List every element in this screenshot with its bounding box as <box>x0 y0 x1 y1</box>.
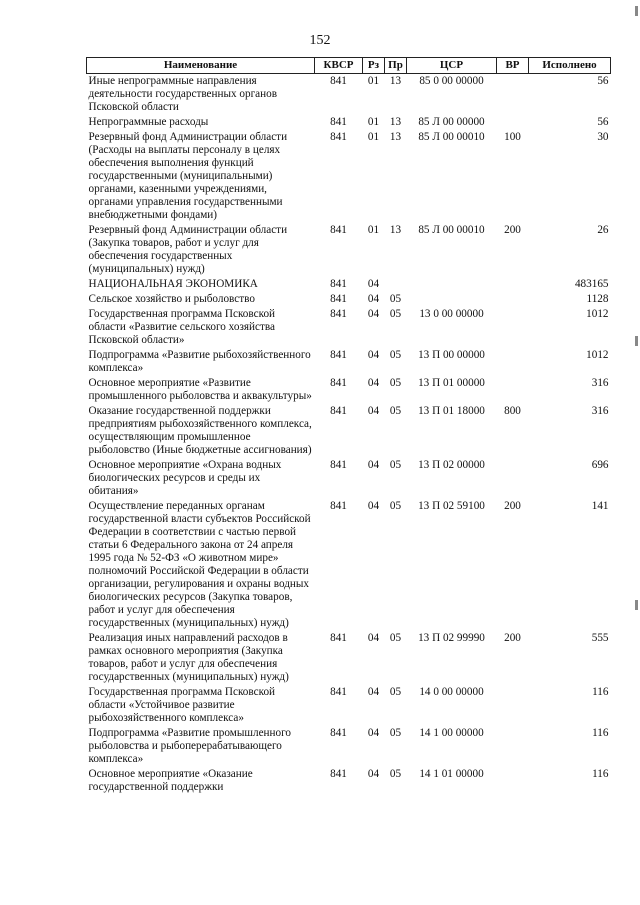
table-header-row <box>87 58 611 74</box>
cell-csr: 13 П 00 00000 <box>418 349 485 361</box>
cell-executed: 555 <box>591 632 609 644</box>
cell-kvsr: 841 <box>330 349 347 361</box>
cell-vr <box>497 726 529 767</box>
table-row <box>87 223 611 277</box>
cell-csr: 13 П 02 00000 <box>418 459 485 471</box>
cell-name: Сельское хозяйство и рыболовство <box>88 293 255 305</box>
cell-kvsr: 841 <box>330 224 347 236</box>
cell-vr <box>497 348 529 376</box>
cell-vr: 800 <box>504 405 521 417</box>
cell-rz: 04 <box>367 632 380 644</box>
cell-kvsr: 841 <box>330 768 347 780</box>
cell-vr <box>497 376 529 404</box>
scan-edge-mark <box>635 600 638 610</box>
cell-pr: 05 <box>389 308 402 320</box>
table-row <box>87 348 611 376</box>
cell-vr <box>497 292 529 307</box>
cell-pr: 05 <box>389 686 402 698</box>
cell-pr: 05 <box>389 377 402 389</box>
cell-executed: 316 <box>591 405 609 417</box>
cell-name: Реализация иных направлений расходов в рамках основного мероприятия (Закупка товаров, работ и услуг для обеспечения государственных (муниципальных) нужд) <box>88 632 289 683</box>
cell-csr: 13 0 00 00000 <box>419 308 484 320</box>
header-pr: Пр <box>385 58 407 74</box>
cell-name: НАЦИОНАЛЬНАЯ ЭКОНОМИКА <box>88 278 258 290</box>
cell-executed: 1012 <box>586 349 609 361</box>
cell-name: Резервный фонд Администрации области (Закупка товаров, работ и услуг для обеспечения государственных (муниципальных) нужд) <box>88 224 288 275</box>
cell-name: Государственная программа Псковской области «Развитие сельского хозяйства Псковской области» <box>88 308 276 346</box>
cell-csr: 13 П 01 00000 <box>418 377 485 389</box>
header-name: Наименование <box>87 58 315 74</box>
cell-kvsr: 841 <box>330 278 347 290</box>
cell-rz: 04 <box>367 308 380 320</box>
scan-edge-mark <box>635 6 638 16</box>
cell-rz: 04 <box>367 459 380 471</box>
cell-executed: 26 <box>597 224 609 236</box>
cell-pr <box>385 277 407 292</box>
cell-kvsr: 841 <box>330 131 347 143</box>
cell-executed: 141 <box>591 500 609 512</box>
table-row <box>87 130 611 223</box>
cell-kvsr: 841 <box>330 500 347 512</box>
cell-csr: 85 Л 00 00000 <box>418 116 485 128</box>
cell-csr: 14 0 00 00000 <box>419 686 484 698</box>
cell-vr: 100 <box>504 131 521 143</box>
header-csr: ЦСР <box>407 58 497 74</box>
table-row <box>87 767 611 795</box>
cell-csr: 14 1 01 00000 <box>419 768 484 780</box>
cell-rz: 04 <box>367 686 380 698</box>
cell-name: Иные непрограммные направления деятельности государственных органов Псковской области <box>88 75 278 113</box>
cell-vr <box>497 74 529 116</box>
cell-name: Резервный фонд Администрации области (Расходы на выплаты персоналу в целях обеспечения выполнения функций государственными (муниципальными) органами, казенными учреждениями, органами управления государственными внебюджетными фондами) <box>88 131 288 221</box>
cell-rz: 01 <box>367 116 380 128</box>
cell-kvsr: 841 <box>330 405 347 417</box>
table-row <box>87 458 611 499</box>
cell-rz: 04 <box>367 405 380 417</box>
cell-rz: 04 <box>367 500 380 512</box>
page-number: 152 <box>309 33 331 48</box>
table-row <box>87 404 611 458</box>
cell-executed: 483165 <box>574 278 609 290</box>
table-row <box>87 376 611 404</box>
cell-pr: 05 <box>389 349 402 361</box>
cell-pr: 05 <box>389 405 402 417</box>
cell-rz: 04 <box>367 349 380 361</box>
cell-kvsr: 841 <box>330 459 347 471</box>
cell-vr <box>497 767 529 795</box>
cell-pr: 05 <box>389 459 402 471</box>
table-row <box>87 307 611 348</box>
cell-csr: 13 П 01 18000 <box>418 405 485 417</box>
cell-executed: 1012 <box>586 308 609 320</box>
cell-executed: 1128 <box>586 293 609 305</box>
table-row <box>87 685 611 726</box>
cell-csr: 85 Л 00 00010 <box>418 224 485 236</box>
cell-name: Подпрограмма «Развитие промышленного рыболовства и рыбоперерабатывающего комплекса» <box>88 727 292 765</box>
cell-kvsr: 841 <box>330 293 347 305</box>
budget-table <box>86 57 611 795</box>
cell-vr <box>497 685 529 726</box>
cell-name: Государственная программа Псковской области «Устойчивое развитие рыбохозяйственного комплекса» <box>88 686 276 724</box>
cell-kvsr: 841 <box>330 727 347 739</box>
cell-rz: 01 <box>367 75 380 87</box>
cell-name: Подпрограмма «Развитие рыбохозяйственного комплекса» <box>88 349 311 374</box>
cell-pr: 13 <box>389 75 402 87</box>
cell-pr: 05 <box>389 293 402 305</box>
cell-csr: 13 П 02 99990 <box>418 632 485 644</box>
cell-name: Основное мероприятие «Охрана водных биологических ресурсов и среды их обитания» <box>88 459 282 497</box>
cell-name: Основное мероприятие «Развитие промышленного рыболовства и аквакультуры» <box>88 377 312 402</box>
cell-kvsr: 841 <box>330 116 347 128</box>
table-row <box>87 726 611 767</box>
cell-pr: 05 <box>389 727 402 739</box>
cell-vr <box>497 277 529 292</box>
table-row <box>87 631 611 685</box>
cell-csr: 13 П 02 59100 <box>418 500 485 512</box>
cell-vr <box>497 458 529 499</box>
cell-name: Непрограммные расходы <box>88 116 209 128</box>
table-row <box>87 292 611 307</box>
cell-csr <box>407 292 497 307</box>
table-row <box>87 115 611 130</box>
cell-vr <box>497 115 529 130</box>
cell-vr: 200 <box>504 500 521 512</box>
cell-pr: 13 <box>389 131 402 143</box>
cell-rz: 01 <box>367 224 380 236</box>
cell-executed: 116 <box>592 727 609 739</box>
cell-vr <box>497 307 529 348</box>
table-row <box>87 277 611 292</box>
cell-name: Основное мероприятие «Оказание государственной поддержки <box>88 768 253 793</box>
scan-edge-mark <box>635 336 638 346</box>
cell-csr <box>407 277 497 292</box>
cell-pr: 05 <box>389 768 402 780</box>
cell-rz: 01 <box>367 131 380 143</box>
cell-executed: 316 <box>591 377 609 389</box>
cell-kvsr: 841 <box>330 308 347 320</box>
cell-rz: 04 <box>367 727 380 739</box>
cell-vr: 200 <box>504 224 521 236</box>
cell-csr: 14 1 00 00000 <box>419 727 484 739</box>
cell-rz: 04 <box>367 293 380 305</box>
cell-name: Осуществление переданных органам государственной власти субъектов Российской Федерации в соответствии с частью первой статьи 6 Федерального закона от 24 апреля 1995 года № 52-ФЗ «О животном мире» полномочий Российской Федерации в области организации, регулирования и охраны водных биологических ресурсов (Закупка товаров, работ и услуг для обеспечения государственных (муниципальных) нужд) <box>88 500 311 629</box>
cell-vr: 200 <box>504 632 521 644</box>
header-executed: Исполнено <box>529 58 611 74</box>
header-kvsr: КВСР <box>315 58 363 74</box>
header-vr: ВР <box>497 58 529 74</box>
cell-executed: 696 <box>591 459 609 471</box>
cell-rz: 04 <box>367 768 380 780</box>
cell-executed: 56 <box>597 116 609 128</box>
cell-kvsr: 841 <box>330 75 347 87</box>
cell-pr: 13 <box>389 224 402 236</box>
cell-pr: 13 <box>389 116 402 128</box>
cell-executed: 116 <box>592 768 609 780</box>
cell-kvsr: 841 <box>330 377 347 389</box>
cell-kvsr: 841 <box>330 632 347 644</box>
cell-name: Оказание государственной поддержки предприятиям рыбохозяйственного комплекса, осуществляющим промышленное рыболовство (Иные бюджетные ассигнования) <box>88 405 312 456</box>
cell-csr: 85 0 00 00000 <box>419 75 484 87</box>
cell-pr: 05 <box>389 500 402 512</box>
header-rz: Рз <box>363 58 385 74</box>
cell-executed: 30 <box>597 131 609 143</box>
cell-pr: 05 <box>389 632 402 644</box>
cell-rz: 04 <box>367 377 380 389</box>
table-row <box>87 499 611 631</box>
cell-executed: 56 <box>597 75 609 87</box>
cell-kvsr: 841 <box>330 686 347 698</box>
cell-csr: 85 Л 00 00010 <box>418 131 485 143</box>
table-row <box>87 74 611 116</box>
cell-rz: 04 <box>367 278 380 290</box>
cell-executed: 116 <box>592 686 609 698</box>
